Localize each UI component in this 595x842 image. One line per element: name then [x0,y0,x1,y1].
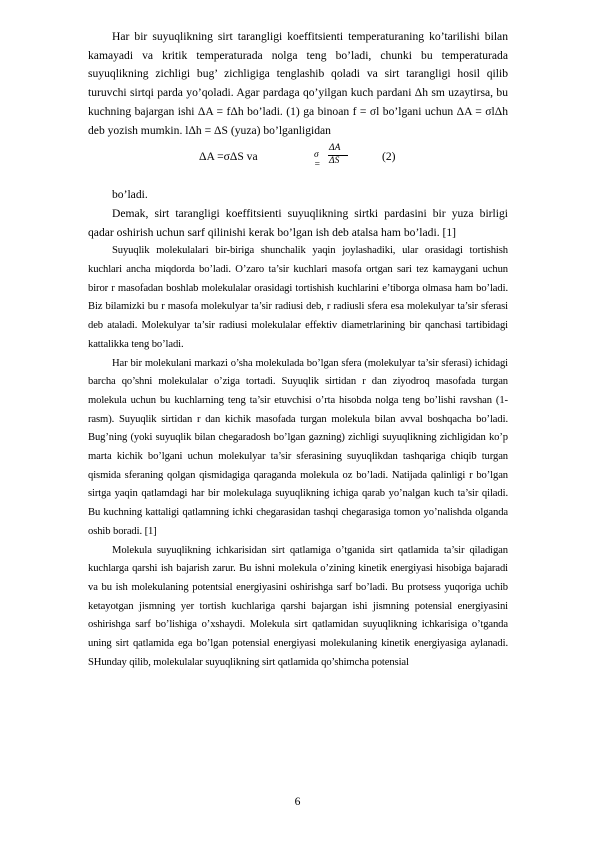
paragraph-definition: Demak, sirt tarangligi koeffitsienti suyuqlikning sirtki pardasini bir yuza birligi qadar oshirish uchun sarf qilinishi kerak bo’lgan ish deb atalsa ham bo’ladi. [1] [88,206,508,239]
equation-2 [88,140,508,178]
paragraph-potential-energy: Molekula suyuqlikning ichkarisidan sirt qatlamiga o’tganida sirt qatlamida ta’sir qiladigan kuchlarga qarshi ish bajarish zarur. Bu ishni molekula o’zining kinetik energiyasi hisobiga bajaradi va bu ish molekulaning potentsial energiyasini oshirishga sarf bo’ladi. Bu protsess yuqoriga uchib ketayotgan jismning yer tortish kuchlariga qarshi bajargan ishi jismning potensial energiyasini oshirishga sarf bo’lishiga o’xshaydi. Molekula sirt qatlamidan suyuqlikning ichkarisiga o’tganda uning sirt qatlamida ega bo’lgan potensial energiyasi molekulaning kinetik energiyasiga aylanadi. SHunday qilib, molekulalar suyuqlikning sirt qatlamida qo’shimcha potensial [88,544,508,668]
fraction-denominator: ΔS [329,156,340,167]
spacer [88,178,508,186]
document-page [88,28,508,673]
paragraph-surface-tension-intro: Har bir suyuqlikning sirt tarangligi koeffitsienti temperaturaning ko’tarilishi bilan kamayadi va kritik temperaturada nolga teng bo’ladi, chunki bu temperaturada suyuqlikning zichligi bug’ zichligiga tenglashib qoladi va sirt tarangligi hosil qilib turuvchi sirtqi parda yo’qoladi. Agar pardaga qo’yilgan kuch pardani Δh sm uzaytirsa, bu kuchning bajargan ishi ΔA = fΔh bo’ladi. (1) ga binoan f = σl bo’lgani uchun ΔA = σlΔh deb yozish mumkin. lΔh = ΔS (yuza) bo’lganligidan [88,30,508,137]
equation-lhs: ΔA =σΔS va [199,150,258,164]
paragraph-boladi: bo’ladi. [112,188,148,202]
fraction-sigma: σ = [314,150,321,171]
paragraph-molecular-radius: Suyuqlik molekulalari bir-biriga shunchalik yaqin joylashadiki, ular orasidagi tortishish kuchlari ancha miqdorda bo’ladi. O’zaro ta’sir kuchlari masofa ortgan sari tez kamaygani uchun biror r masofadan boshlab molekulalar orasidagi tortishish kuchlarini e’tiborga olmasa ham bo’ladi. Biz bilamizki bu r masofa molekulyar ta’sir radiusi deb, r radiusli sfera esa molekulyar ta’sir sferasi deb ataladi. Molekulyar ta’sir radiusi molekulalar effektiv diametrlarining bir qanchasi tartibidagi kattalikka teng bo’ladi. [88,245,508,350]
paragraph-molecular-sphere: Har bir molekulani markazi o’sha molekulada bo’lgan sfera (molekulyar ta’sir sferasi) ichidagi barcha qo’shni molekulalar o’ziga tortadi. Suyuqlik sirtidan r dan ziyodroq masofada turgan molekula uchun bu kuchlarning teng ta’sir etuvchisi o’rta hisobda nolga teng bo’lishi ravshan (1-rasm). Suyuqlik sirtidan r dan kichik masofada turgan molekula bilan avval boshqacha bo’ladi. Bug’ning (yoki suyuqlik bilan chegaradosh bo’lgan gazning) zichligi suyuqlikning zichligidan ko’p marta kichik bo’lgani uchun molekulyar ta’sir sferasining suyuqlikdan tashqariga chiqib turgan qismida sferaning qolgan qismidagiga qaraganda molekula oz bo’ladi. Natijada qalinligi r bo’lgan sirtga yaqin qatlamdagi har bir molekulaga suyuqlikning ichiga qarab yo’nalgan kuch ta’sir qiladi. Bu kuchning kattaligi qatlamning ichki chegarasidan tashqi chegarasiga tomon yo’nalishda olganda oshib boradi. [1] [88,357,508,537]
equation-number: (2) [382,150,396,164]
page-number: 6 [294,795,301,808]
fraction-numerator: ΔA [329,143,341,154]
